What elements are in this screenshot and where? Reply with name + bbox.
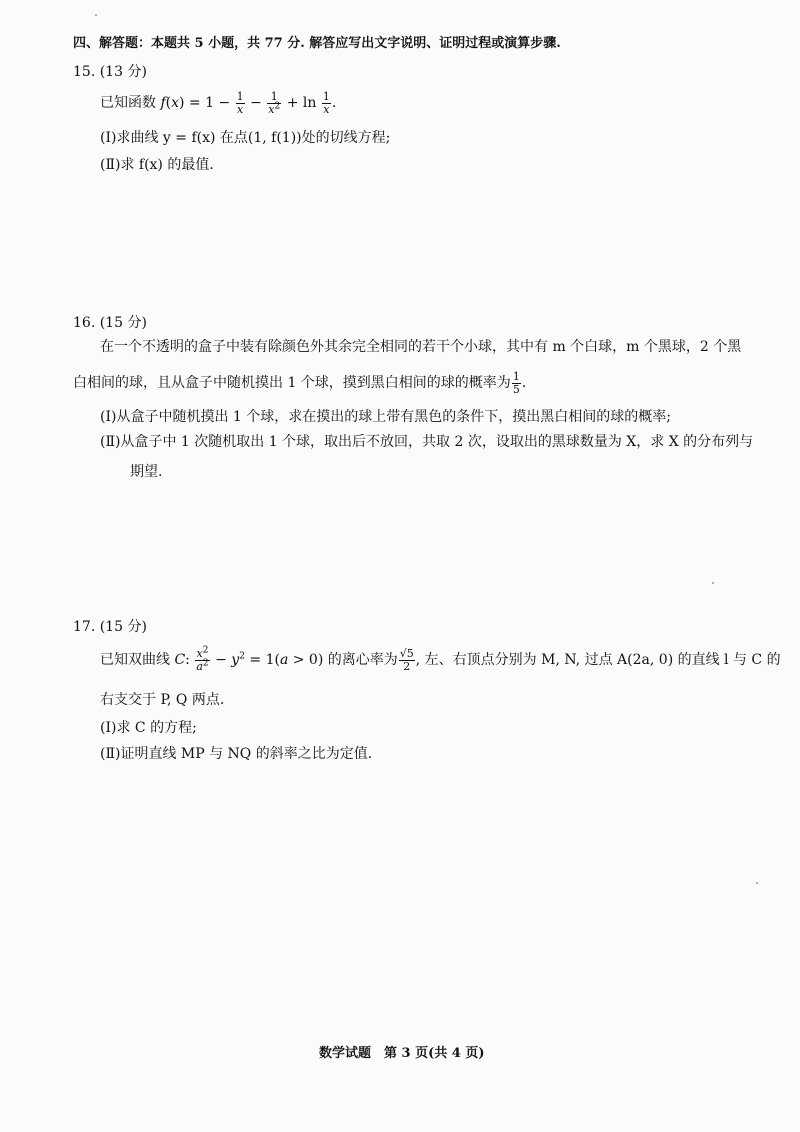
hyperbola-equation: C: $\frac{x^2}{a^2}$ − $y^2 = 1(a > 0)$ — [174, 644, 328, 673]
problem-16-stem-line-1: 在一个不透明的盒子中装有除颜色外其余完全相同的若干个小球，其中有 m 个白球，m 个黑球，2 个黑 — [100, 339, 742, 355]
problem-17-stem-line-2: 右支交于 P, Q 两点. — [100, 692, 225, 708]
page-footer: 数学试题 第 3 页(共 4 页) — [319, 1046, 485, 1061]
problem-16-number: 16. (15 分) — [73, 315, 147, 331]
problem-17-stem-mid: 的离心率为 — [327, 652, 398, 668]
problem-17-part-2: (Ⅱ)证明直线 MP 与 NQ 的斜率之比为定值. — [100, 746, 373, 762]
eccentricity-fraction: $\frac{√5}{2}$ — [399, 646, 414, 673]
scan-speck — [756, 882, 758, 884]
problem-15-part-2: (Ⅱ)求 f(x) 的最值. — [100, 157, 214, 173]
scan-speck — [95, 14, 97, 16]
scan-speck — [712, 582, 714, 584]
problem-15-part-1: (Ⅰ)求曲线 y = f(x) 在点(1, f(1))处的切线方程; — [100, 130, 391, 146]
problem-17-part-1: (Ⅰ)求 C 的方程; — [100, 720, 197, 736]
probability-fraction: $\frac{1}{5}$ — [512, 369, 520, 396]
problem-16-stem-line-2: 白相间的球，且从盒子中随机摸出 1 个球，摸到黑白相间的球的概率为 $\frac{1}{5}$ . — [73, 369, 527, 396]
problem-16-stem-line-2-text: 白相间的球，且从盒子中随机摸出 1 个球，摸到黑白相间的球的概率为 — [73, 375, 511, 391]
problem-17-stem-suffix: , 左、右顶点分别为 M, N, 过点 A(2a, 0) 的直线 l 与 C 的 — [415, 652, 781, 668]
problem-15-number: 15. (13 分) — [73, 64, 147, 80]
problem-17-stem-line-1 — [100, 646, 781, 674]
problem-17-number: 17. (15 分) — [73, 619, 147, 635]
problem-16-part-1: (Ⅰ)从盒子中随机摸出 1 个球，求在摸出的球上带有黑色的条件下，摸出黑白相间的球的概率; — [100, 409, 671, 425]
section-header: 四、解答题：本题共 5 小题，共 77 分. 解答应写出文字说明、证明过程或演算步骤. — [73, 36, 561, 51]
problem-15-function: f(x) = 1 − $\frac{1}{x}$ − $\frac{1}{x^2}$ + ln $\frac{1}{x}$ . — [160, 89, 337, 116]
problem-15-stem — [100, 90, 336, 116]
problem-17-stem-prefix: 已知双曲线 — [100, 652, 170, 668]
problem-16-part-2: (Ⅱ)从盒子中 1 次随机取出 1 个球，取出后不放回，共取 2 次，设取出的黑球数量为 X，求 X 的分布列与 — [100, 434, 754, 450]
problem-16-part-2-cont: 期望. — [130, 464, 163, 480]
problem-15-stem-prefix: 已知函数 — [100, 95, 156, 111]
